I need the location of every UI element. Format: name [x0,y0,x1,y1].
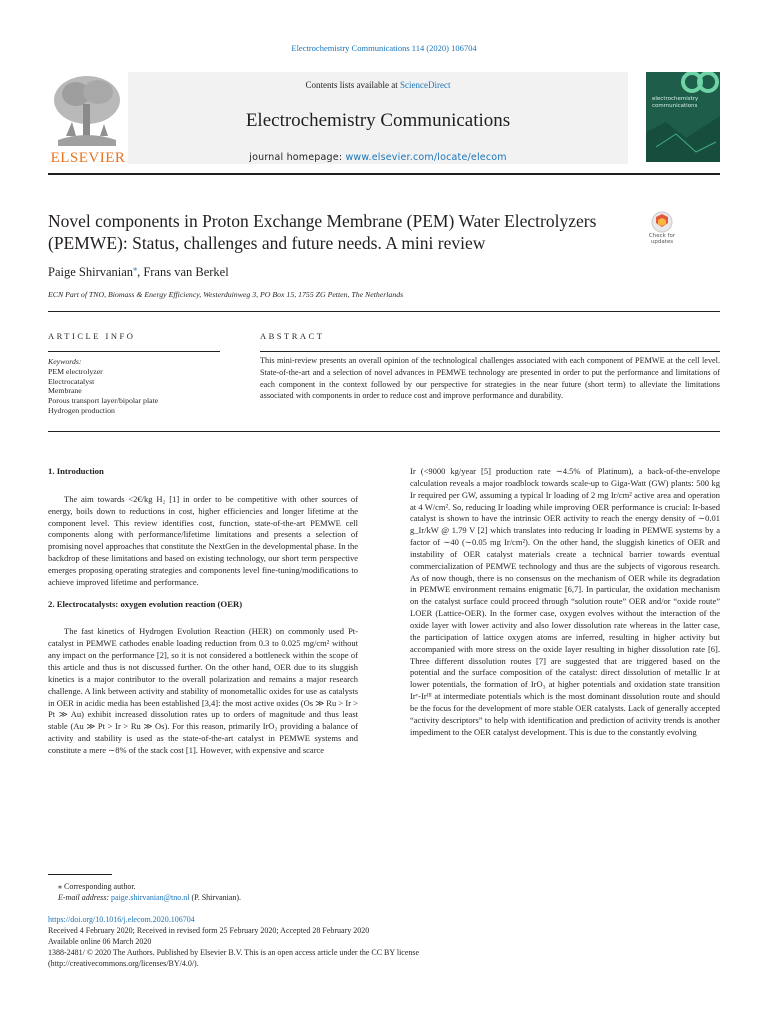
journal-banner [128,72,628,164]
available-online: Available online 06 March 2020 [48,937,152,946]
abstract-heading: ABSTRACT [260,331,325,341]
sciencedirect-link[interactable]: ScienceDirect [400,80,451,90]
oer-continued-paragraph: Ir (<9000 kg/year [5] production rate ∼4.5% of Platinum), a back-of-the-envelope calculation reveals a major roadblock towards scale-up to Giga-Watt (GW) plants: 500 kg Ir required per GW, assuming a typical Ir loading of 2 mg Ir/cm² active area and operation at 4 W/cm². So, reducing Ir loading while improving OER performance is crucial: Ir-based catalyst is shown to have the intrinsic OER activity to reach the energy density of ∼0.01 g_Ir/kW @ 1.79 V [2] which translates into reducing Ir loading in PEMWE systems by a factor of ∼40 (∼0.05 mg Ir/cm²). On the other hand, the sluggish kinetics of OER and instability of OER catalyst materials create a technical barrier towards eventual commercialization of PEMWE technology and thus are the subjects of vigorous research. As of now though, there is no consensus on the mechanism of OER while its degradation in PEMWE environment remains enigmatic [6,7]. In particular, the oxidation mechanism on the catalyst surface could proceed through “solution route” OER and/or “oxide route” LOER (Lattice-OER). In the former case, oxygen evolves without the interaction of the oxide layer with lower activity and also lower dissolution rate whereas in the latter case, the participation of lattice oxygen atoms are inferred, resulting in higher activity but accompanied with more stress on the oxide layer resulting in higher dissolution rate [6]. Three different dissolution routes [7] are suggested that are triggered based on the potential and the surface composition of the catalyst: direct dissolution of metallic Ir at lower potentials, the formation of IrO₃ at higher potentials and oxidation state transition Irᵛ-Irᴵᴵᴵ at intermediate potentials which is the most dominant dissolution route and should be the focus for the development of more stable OER catalysts. Lack of generally accepted “activity descriptors” to help with identification and prediction of activity trends is another impediment to the OER catalyst development. This is due to the constantly evolving [410,466,720,737]
journal-homepage [128,152,628,163]
masthead [48,70,720,166]
oer-paragraph: The fast kinetics of Hydrogen Evolution Reaction (HER) on commonly used Pt-catalyst in PEMWE cathodes enable loading reduction from 0.3 to 0.025 mg/cm² without any impact on the performance [2], so it is not considered a bottleneck within the scope of this article and thus is not discussed further. On the other hand, OER due to its sluggish kinetics is a major contributor to the overall polarization and remains a major research challenge. A link between activity and stability of monometallic oxides for use as catalysts in OER in acidic media has been established [3,4]: the most active oxides (Os ≫ Ru > Ir > Pt ≫ Au) exhibit increased dissolution rates up to orders of magnitude and thus least stable (Au ≫ Pt > Ir > Ru ≫ Os). For this reason, primarily IrO₂ providing a balance of activity and stability is used as the state-of-the-art catalyst in PEMWE systems and constitute a mere ∼8% of the stack cost [1]. However, with expensive and scarce [48,626,358,755]
header-divider [48,173,720,175]
doi-link[interactable]: https://doi.org/10.1016/j.elecom.2020.106704 [48,915,195,924]
homepage-url-link[interactable]: www.elsevier.com/locate/elecom [345,152,507,163]
license-line-2: (http://creativecommons.org/licenses/BY/4.0/). [48,959,199,968]
author-shirvanian: Paige Shirvanian [48,265,134,280]
intro-paragraph: The aim towards <2€/kg H₂ [1] in order to be competitive with other sources of energy, boils down to reductions in cost, higher efficiencies and longer lifetime at the component level. This review identifies cost, function, state-of-the-art PEMWE cell components along with performance/lifetime limitations and presents a selection of promising novel approaches that constitute the NextGen in the developmental phase. In the backdrop of these limitations and based on existing technology, our short term perspective emerges proposing operating strategies and components level fine-tuning/modifications to achieve improved lifetime and performance. [48,493,358,587]
keywords-label: Keywords: [48,357,82,366]
license-line-1: 1388-2481/ © 2020 The Authors. Published by Elsevier B.V. This is an open access article under the CC BY license [48,948,420,957]
title-divider [48,311,720,312]
keywords-block [48,357,228,416]
homepage-label: journal homepage: [249,152,346,163]
keyword-item: Electrocatalyst [48,376,95,386]
corresponding-author-note: ⁎ Corresponding author. [58,882,136,891]
keyword-item: Hydrogen production [48,405,115,415]
author-list [48,264,229,280]
journal-citation-link[interactable]: Electrochemistry Communications 114 (2020) 106704 [291,43,477,53]
received-dates: Received 4 February 2020; Received in revised form 25 February 2020; Accepted 28 February 2020 [48,926,370,935]
article-info-rule [48,351,220,352]
affiliation: ECN Part of TNO, Biomass & Energy Efficiency, Westerduinweg 3, PO Box 15, 1755 ZG Petten, The Netherlands [48,290,404,299]
right-column [410,466,720,738]
publication-info [48,914,419,969]
abstract-text: This mini-review presents an overall opinion of the technological challenges associated with each component of PEMWE at the cell level. State-of-the-art and a selection of novel advances in PEMWE technology are presented in order to put the performance and limitations of each component in the context followed by our perspective for strategies in the near future (short term) to alleviate the limitations associated with components in order to reduce cost and improve performance and durability. [260,356,720,401]
journal-title: Electrochemistry Communications [245,110,511,131]
email-label: E-mail address: [58,893,112,902]
elsevier-wordmark: ELSEVIER [50,150,126,166]
abstract-rule [260,351,720,352]
footnote-rule [48,874,112,875]
journal-cover-image [646,72,720,162]
check-updates-label: Check for updates [648,233,676,245]
author-van-berkel: , Frans van Berkel [137,265,229,280]
contents-available-line [128,80,628,90]
check-for-updates-badge[interactable] [641,211,683,257]
email-link[interactable]: paige.shirvanian@tno.nl [111,893,190,902]
footnote [58,881,241,903]
abstract-bottom-rule [48,431,720,432]
keyword-item: PEM electrolyzer [48,366,103,376]
email-line [58,892,241,903]
email-suffix: (P. Shirvanian). [189,893,242,902]
keyword-item: Membrane [48,386,82,396]
corresponding-author-mark[interactable]: ⁎ [133,264,138,273]
cover-title: electrochemistry communications [652,96,699,109]
check-updates-icon [641,211,683,233]
left-column [48,466,358,757]
section-1-heading: 1. Introduction [48,466,104,476]
article-info-heading: ARTICLE INFO [48,331,136,341]
contents-prefix: Contents lists available at [305,80,400,90]
section-2-heading: 2. Electrocatalysts: oxygen evolution reaction (OER) [48,598,243,609]
article-title: Novel components in Proton Exchange Membrane (PEM) Water Electrolyzers (PEMWE): Status, challenges and future needs. A mini review [48,211,597,253]
keyword-item: Porous transport layer/bipolar plate [48,396,159,406]
